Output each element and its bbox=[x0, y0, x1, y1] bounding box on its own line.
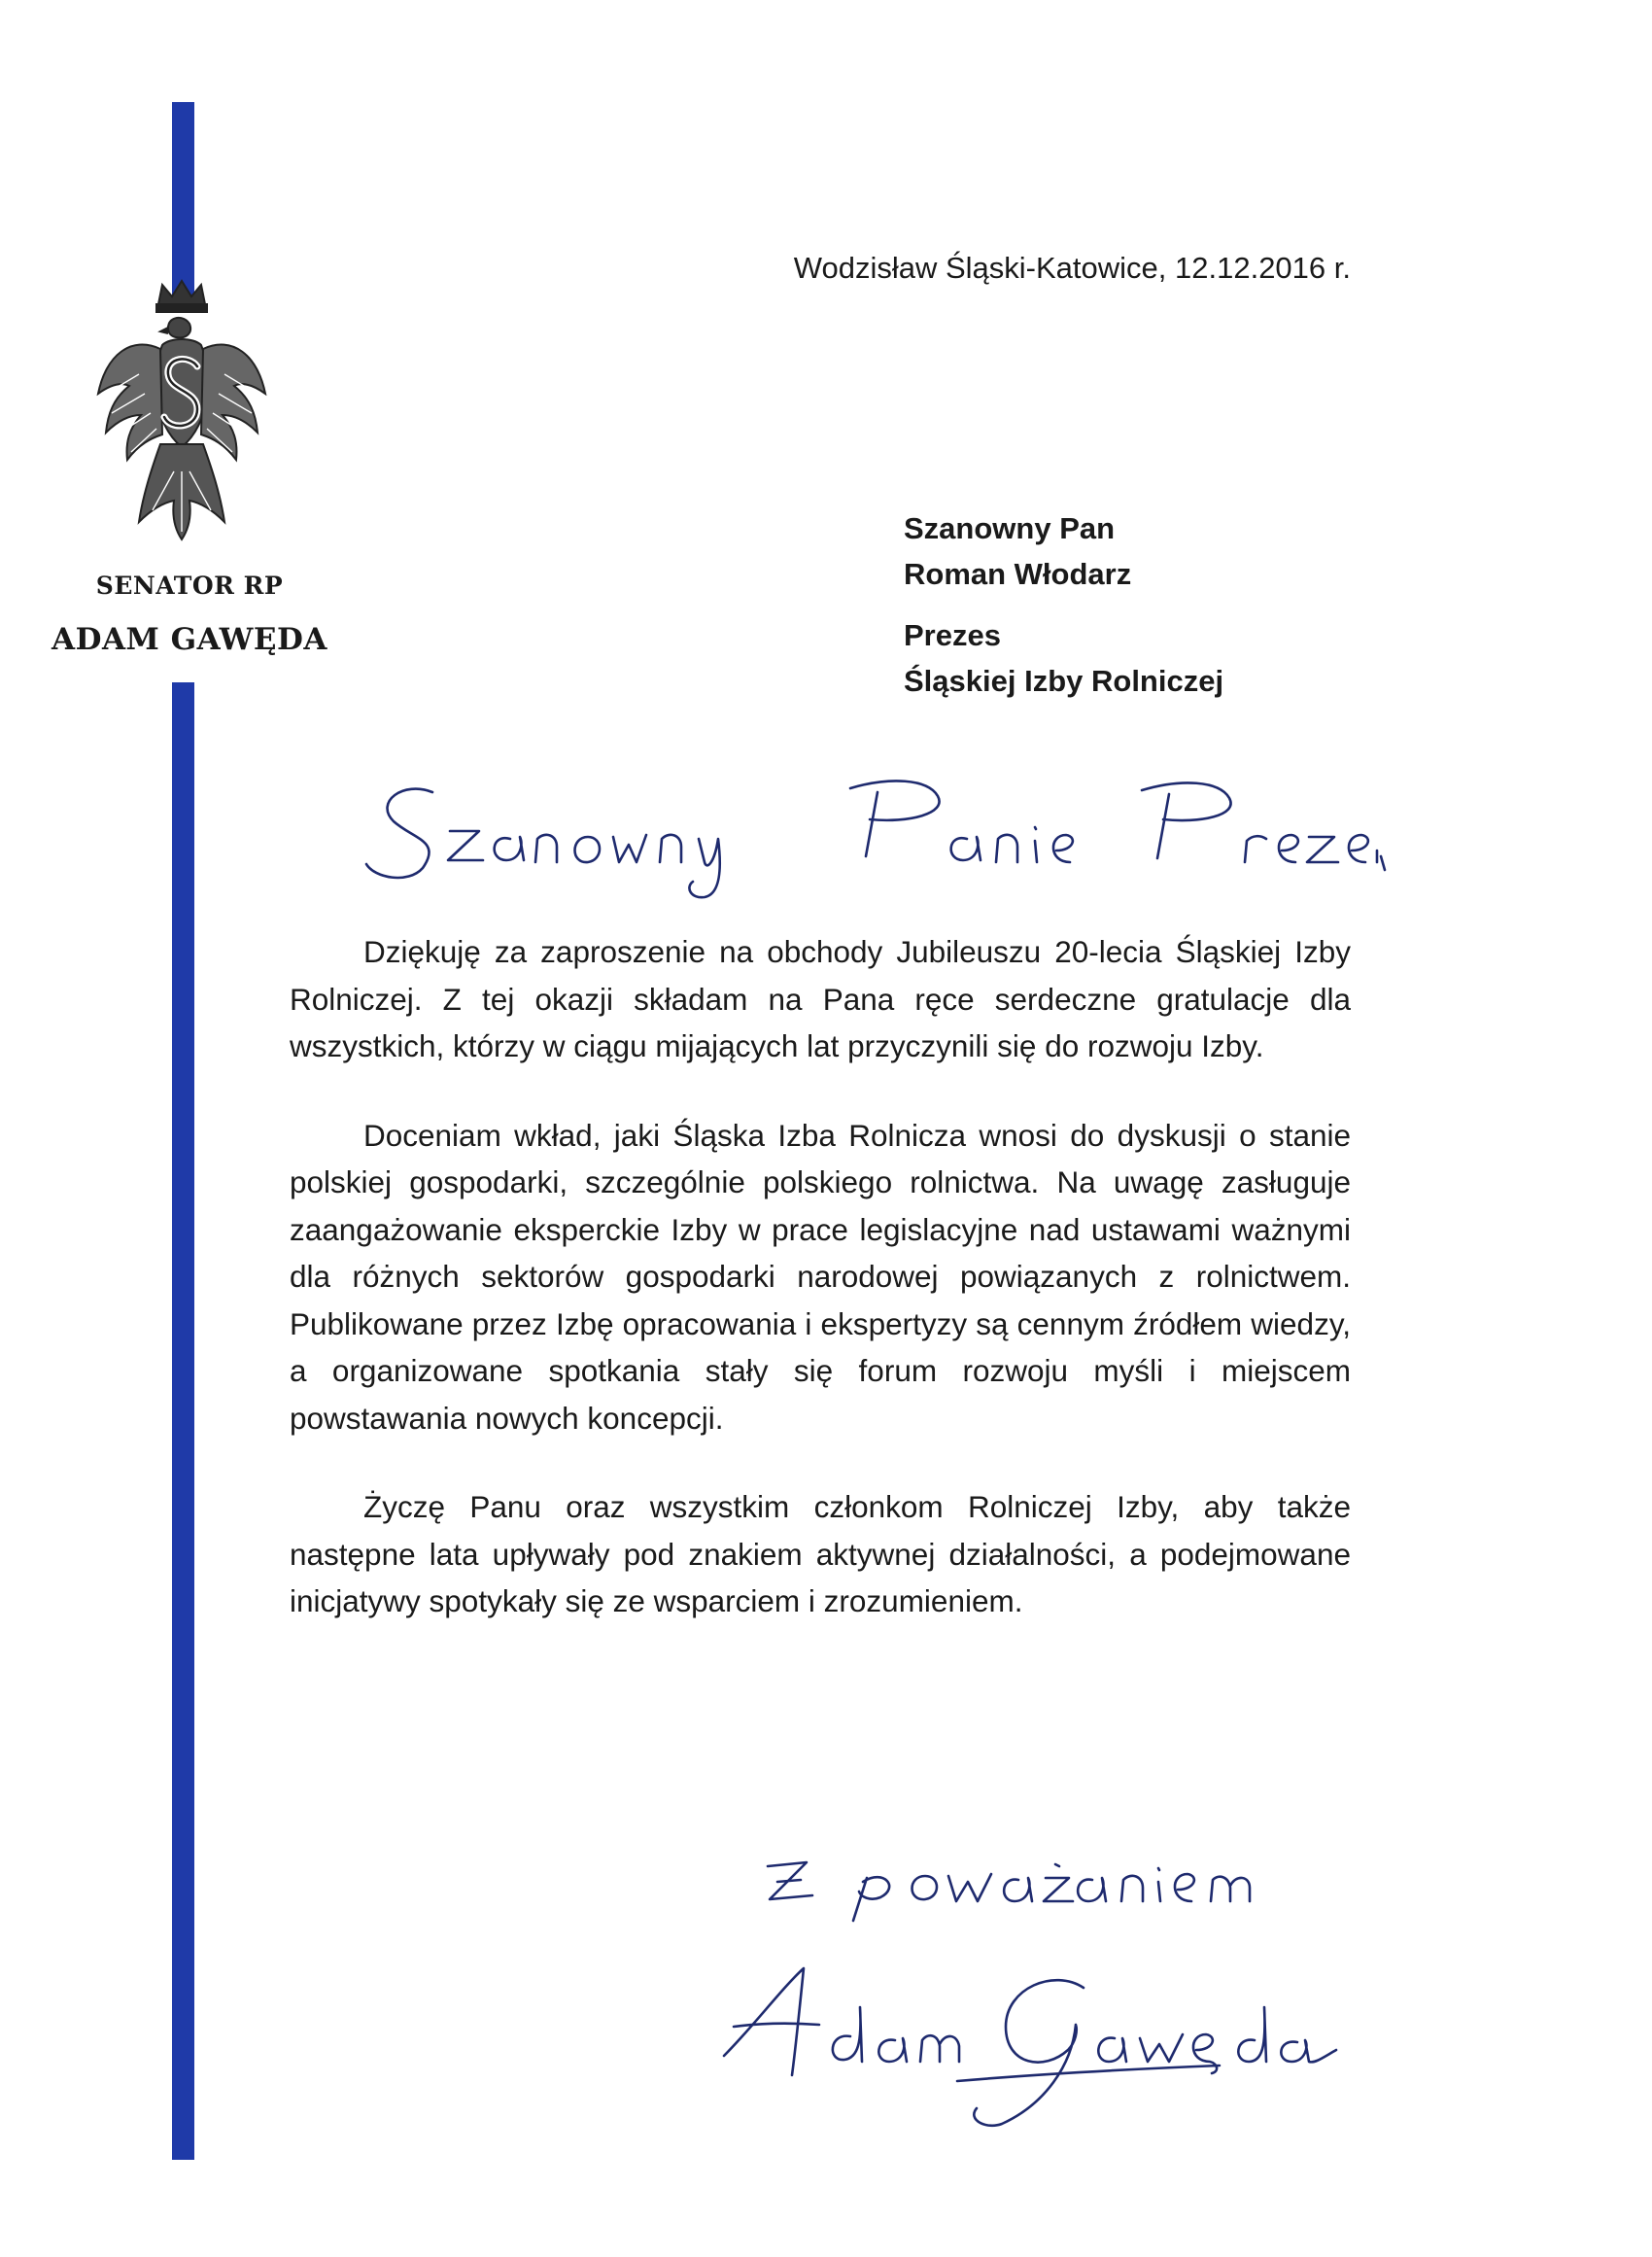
body-paragraph-2: Doceniam wkład, jaki Śląska Izba Rolnicza wnosi do dyskusji o stanie polskiej gospodarki, szczególnie polskiego rolnictwa. Na uwagę zasługuje zaangażowanie eksperckie Izby w prace legislacyjne nad ustawami ważnymi dla różnych sektorów gospodarki narodowej powiązanych z rolnictwem. Publikowane przez Izbę opracowania i ekspertyzy są cennym źródłem wiedzy, a organizowane spotkania stały się forum rozwoju myśli i miejscem powstawania nowych koncepcji. bbox=[290, 1117, 1351, 1436]
recipient-organization: Śląskiej Izby Rolniczej bbox=[904, 664, 1224, 698]
recipient-name: Roman Włodarz bbox=[904, 557, 1132, 591]
letter-body bbox=[290, 928, 1351, 1667]
body-paragraph-1: Dziękuję za zaproszenie na obchody Jubileuszu 20-lecia Śląskiej Izby Rolniczej. Z tej okazji składam na Pana ręce serdeczne gratulacje dla wszystkich, którzy w ciągu mijających lat przyczynili się do rozwoju Izby. bbox=[290, 934, 1351, 1063]
senator-title: SENATOR RP bbox=[95, 572, 284, 600]
letterhead-rule-top bbox=[172, 102, 194, 296]
letterhead-rule-bottom bbox=[172, 682, 194, 2160]
handwritten-closing bbox=[758, 1827, 1263, 1925]
date-line: Wodzisław Śląski-Katowice, 12.12.2016 r. bbox=[793, 251, 1351, 285]
eagle-emblem-icon bbox=[92, 277, 272, 544]
recipient-greeting: Szanowny Pan bbox=[904, 511, 1116, 545]
body-paragraph-3: Życzę Panu oraz wszystkim członkom Rolniczej Izby, aby także następne lata upływały pod znakiem aktywnej działalności, a podejmowane inicjatywy spotykały się ze wsparciem i zrozumieniem. bbox=[290, 1489, 1351, 1618]
recipient-block bbox=[904, 505, 1223, 704]
handwritten-signature bbox=[714, 1949, 1346, 2134]
handwritten-salutation bbox=[364, 763, 1394, 899]
senator-name: ADAM GAWĘDA bbox=[52, 622, 327, 657]
recipient-position: Prezes bbox=[904, 618, 1001, 652]
